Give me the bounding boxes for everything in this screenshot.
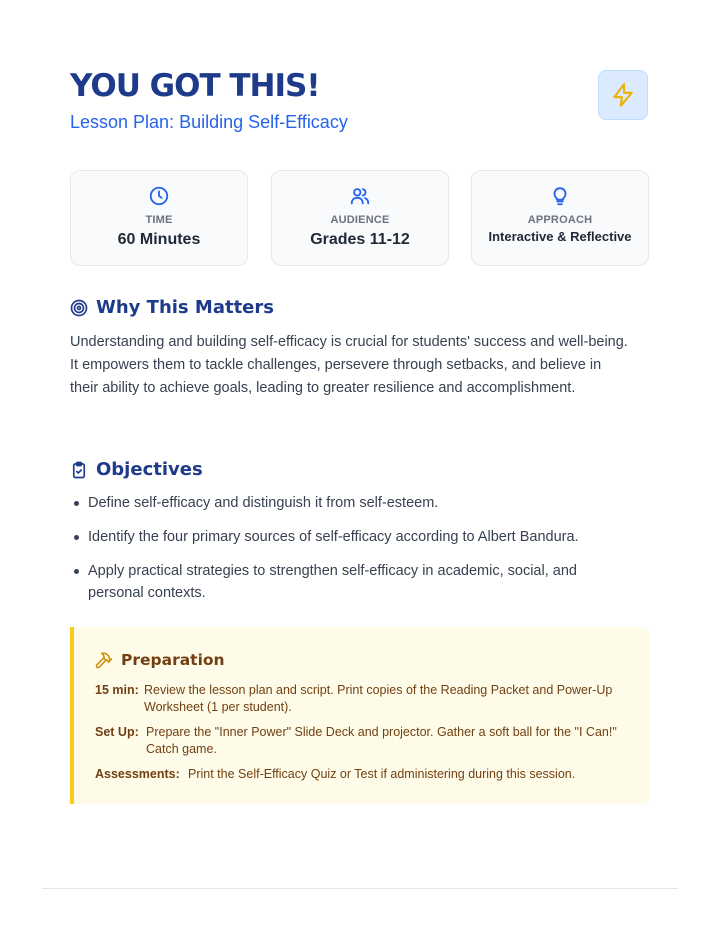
info-card-label: TIME	[145, 214, 173, 226]
prep-row	[95, 766, 623, 783]
list-item: Apply practical strategies to strengthen self-efficacy in academic, social, and personal contexts.	[70, 560, 630, 604]
page-subtitle: Lesson Plan: Building Self-Efficacy	[70, 112, 348, 132]
target-icon	[70, 299, 88, 317]
users-icon	[272, 185, 448, 207]
prep-row-key: Set Up:	[95, 725, 139, 739]
preparation-heading	[95, 651, 225, 669]
prep-row-key: Assessments:	[95, 767, 180, 781]
preparation-box	[70, 627, 650, 804]
page-title: YOU GOT THIS!	[70, 68, 320, 104]
info-card-value: Grades 11-12	[310, 231, 410, 248]
info-card-value: 60 Minutes	[117, 231, 201, 248]
lightning-bolt-icon	[610, 82, 636, 108]
lightning-badge	[598, 70, 648, 120]
lightbulb-icon	[472, 185, 648, 207]
info-card-value: Interactive & Reflective	[488, 229, 632, 244]
list-item: Identify the four primary sources of self-efficacy according to Albert Bandura.	[70, 526, 630, 548]
prep-row-key: 15 min:	[95, 683, 139, 697]
clock-icon	[71, 185, 247, 207]
why-paragraph: Understanding and building self-efficacy is crucial for students' success and well-being. It empowers them to tackle challenges, persevere through setbacks, and believe in their ability to achieve goals, leading to greater resilience and accomplishment.	[70, 334, 628, 396]
info-card-label: AUDIENCE	[330, 214, 390, 226]
why-section-heading	[70, 297, 274, 318]
info-card-audience	[271, 170, 449, 266]
info-card-approach	[471, 170, 649, 266]
section-title: Objectives	[96, 459, 203, 480]
prep-row-value: Prepare the "Inner Power" Slide Deck and projector. Gather a soft ball for the "I Can!" Catch game.	[146, 725, 617, 756]
prep-row-value: Print the Self-Efficacy Quiz or Test if administering during this session.	[188, 767, 576, 781]
prep-row	[95, 724, 623, 758]
section-title: Preparation	[121, 651, 225, 669]
hammer-icon	[95, 651, 113, 669]
prep-row-value: Review the lesson plan and script. Print copies of the Reading Packet and Power-Up Worksheet (1 per student).	[144, 683, 613, 714]
objectives-list	[70, 492, 630, 616]
objectives-heading	[70, 459, 203, 480]
info-card-time	[70, 170, 248, 266]
prep-row	[95, 682, 623, 716]
section-title: Why This Matters	[96, 297, 274, 318]
list-item: Define self-efficacy and distinguish it from self-esteem.	[70, 492, 630, 514]
info-card-label: APPROACH	[527, 214, 593, 226]
clipboard-check-icon	[70, 461, 88, 479]
footer-divider	[42, 888, 678, 889]
